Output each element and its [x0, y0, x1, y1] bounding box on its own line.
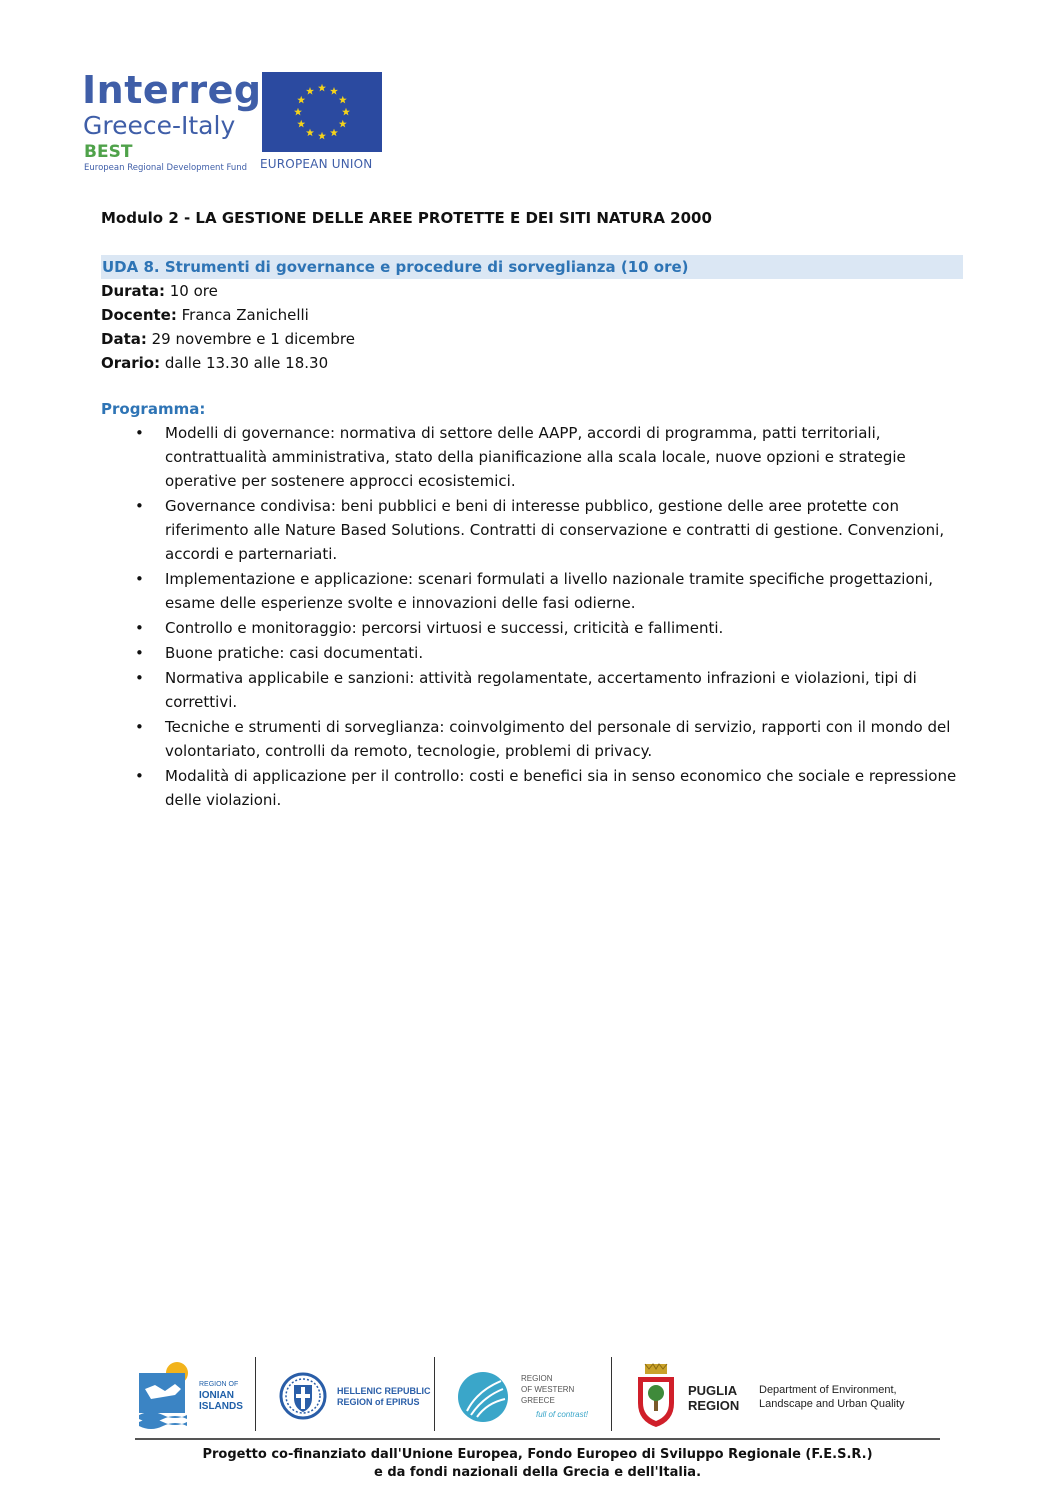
puglia-coat-of-arms-icon	[635, 1363, 677, 1429]
western-tagline: full of contrast!	[536, 1410, 589, 1419]
cofinancing-note	[135, 1446, 940, 1482]
bullet-icon: •	[135, 619, 144, 637]
ionian-label-3: ISLANDS	[199, 1401, 243, 1412]
list-item	[101, 715, 963, 763]
document-body	[101, 206, 963, 813]
bullet-icon: •	[135, 497, 144, 515]
list-item-text: Governance condivisa: beni pubblici e beni di interesse pubblico, gestione delle aree protette con riferimento alle Nature Based Solutions. Contratti di conservazione e contratti di gestione. Convenzioni, accordi e parternariati.	[165, 497, 945, 563]
list-item-text: Modelli di governance: normativa di settore delle AAPP, accordi di programma, patti territoriali, contrattualità amministrativa, stato della pianificazione alla scala locale, nuove opzioni e strategie operative per sostenere approcci ecosistemici.	[165, 424, 906, 490]
docente-value: Franca Zanichelli	[176, 306, 309, 324]
list-item-text: Tecniche e strumenti di sorveglianza: coinvolgimento del personale di servizio, rapporti con il mondo del volontariato, controlli da remoto, tecnologie, problemi di privacy.	[165, 718, 951, 760]
durata-line	[101, 279, 963, 303]
western-greece-emblem-icon	[457, 1371, 509, 1423]
list-item-text: Modalità di applicazione per il controllo: costi e benefici sia in senso economico che sociale e repressione delle violazioni.	[165, 767, 957, 809]
module-title: Modulo 2 - LA GESTIONE DELLE AREE PROTETTE E DEI SITI NATURA 2000	[101, 209, 712, 227]
footer-divider	[434, 1357, 435, 1431]
ionian-label-1: REGION OF	[199, 1381, 239, 1388]
list-item-text: Buone pratiche: casi documentati.	[165, 644, 424, 662]
orario-line	[101, 351, 963, 375]
footer-divider	[255, 1357, 256, 1431]
list-item-text: Implementazione e applicazione: scenari formulati a livello nazionale tramite specifiche progettazioni, esame delle esperienze svolte e innovazioni delle fasi odierne.	[165, 570, 934, 612]
orario-label: Orario:	[101, 354, 161, 372]
epirus-label-1: HELLENIC REPUBLIC	[337, 1386, 431, 1396]
bullet-icon: •	[135, 424, 144, 442]
programma-list	[101, 421, 963, 812]
interreg-logo	[82, 68, 262, 178]
list-item	[101, 641, 963, 665]
list-item	[101, 494, 963, 566]
docente-line	[101, 303, 963, 327]
puglia-label-2: REGION	[688, 1398, 740, 1413]
list-item-text: Normativa applicabile e sanzioni: attività regolamentate, accertamento infrazioni e violazioni, tipi di correttivi.	[165, 669, 917, 711]
list-item	[101, 666, 963, 714]
list-item	[101, 764, 963, 812]
data-line	[101, 327, 963, 351]
partner-logos	[135, 1355, 940, 1435]
list-item-text: Controllo e monitoraggio: percorsi virtuosi e successi, criticità e fallimenti.	[165, 619, 724, 637]
interreg-wordmark: Interreg	[82, 68, 262, 112]
eu-flag-icon	[262, 72, 382, 152]
eu-label: EUROPEAN UNION	[260, 157, 373, 171]
footer-rule	[135, 1438, 940, 1440]
bullet-icon: •	[135, 767, 144, 785]
programme-country: Greece-Italy	[83, 111, 236, 140]
bullet-icon: •	[135, 570, 144, 588]
uda-title: UDA 8. Strumenti di governance e procedure di sorveglianza (10 ore)	[101, 255, 963, 279]
programma-heading: Programma:	[101, 400, 206, 418]
bullet-icon: •	[135, 644, 144, 662]
data-value: 29 novembre e 1 dicembre	[146, 330, 355, 348]
project-acronym: BEST	[84, 142, 133, 162]
western-label-2: OF WESTERN	[521, 1385, 575, 1394]
puglia-label-1: PUGLIA	[688, 1383, 738, 1398]
epirus-label-2: REGION of EPIRUS	[337, 1397, 420, 1407]
durata-value: 10 ore	[164, 282, 218, 300]
cofinancing-note-line-1: Progetto co-finanziato dall'Unione Europea, Fondo Europeo di Sviluppo Regionale (F.E.S.R.)	[202, 1447, 873, 1462]
dept-label-1: Department of Environment,	[759, 1384, 897, 1396]
durata-label: Durata:	[101, 282, 165, 300]
orario-value: dalle 13.30 alle 18.30	[160, 354, 329, 372]
list-item	[101, 567, 963, 615]
bullet-icon: •	[135, 718, 144, 736]
docente-label: Docente:	[101, 306, 177, 324]
western-label-1: REGION	[521, 1374, 553, 1383]
list-item	[101, 616, 963, 640]
hellenic-emblem-icon	[279, 1371, 327, 1421]
ionian-islands-emblem-icon	[135, 1359, 193, 1429]
data-label: Data:	[101, 330, 147, 348]
footer-divider	[611, 1357, 612, 1431]
fund-label: European Regional Development Fund	[84, 163, 248, 173]
list-item	[101, 421, 963, 493]
western-label-3: GREECE	[521, 1396, 555, 1405]
ionian-label-2: IONIAN	[199, 1390, 234, 1401]
cofinancing-note-line-2: e da fondi nazionali della Grecia e dell'Italia.	[373, 1465, 702, 1480]
dept-label-2: Landscape and Urban Quality	[759, 1398, 905, 1410]
bullet-icon: •	[135, 669, 144, 687]
